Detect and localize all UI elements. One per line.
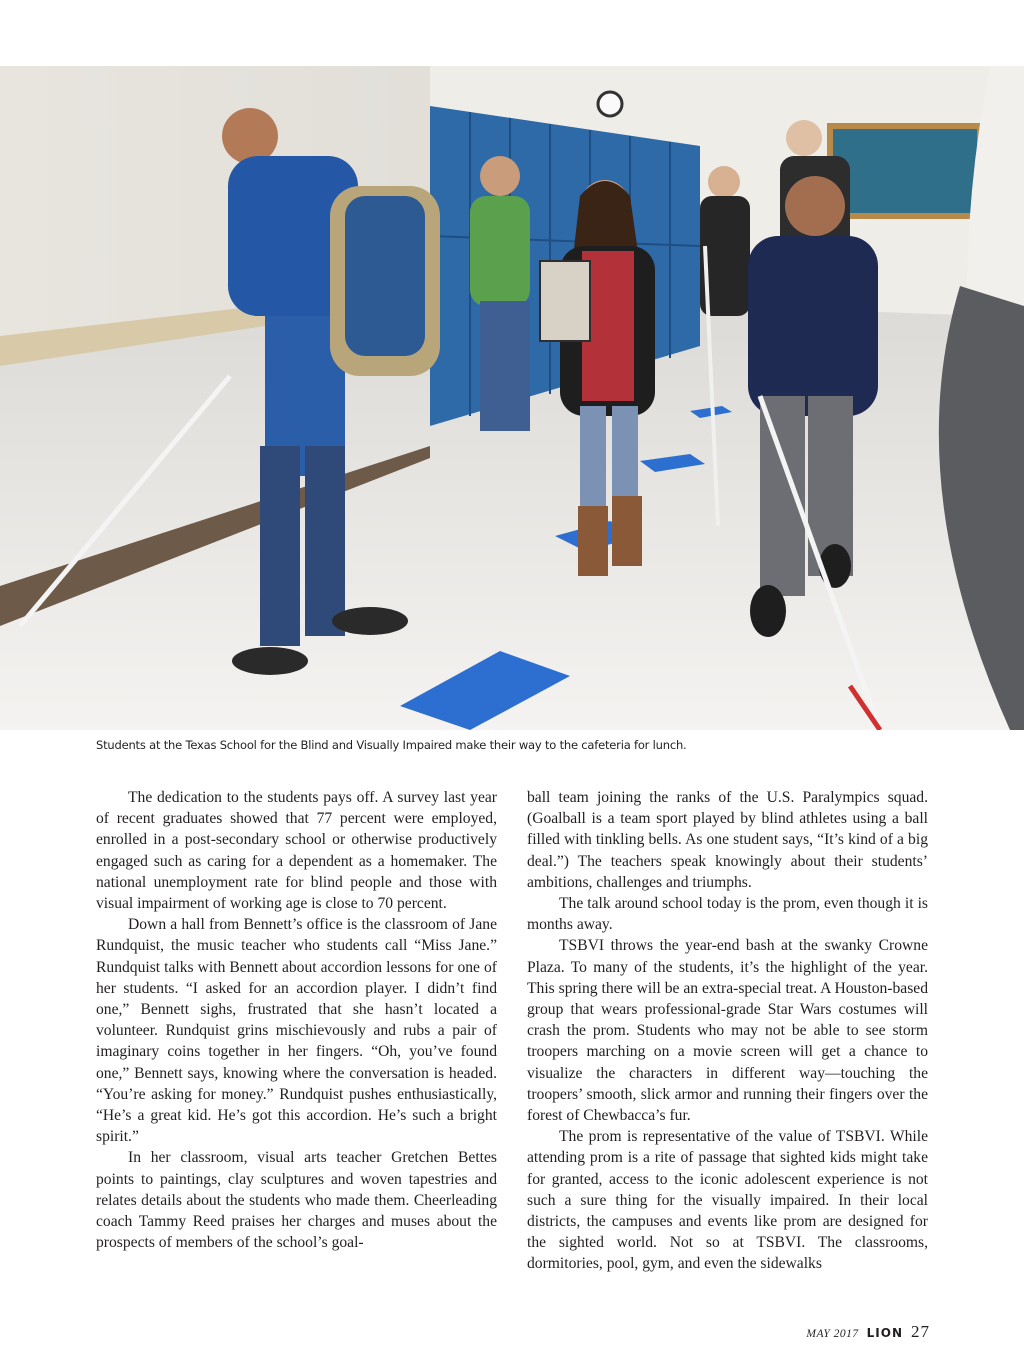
article-paragraph: In her classroom, visual arts teacher Gretchen Bettes points to paintings, clay sculptures and woven tapestries and relates details about the students who made them. Cheerleading coach Tammy Reed praises her charges and muses about the prospects of members of the school’s goal-: [96, 1149, 497, 1252]
article-column-left: [96, 787, 497, 1253]
student-backpack: [330, 186, 440, 376]
hallway-illustration: [0, 66, 1024, 730]
article-paragraph: TSBVI throws the year-end bash at the swanky Crowne Plaza. To many of the students, it’s the highlight of the year. This spring there will be an extra-special treat. A Houston-based group that wears professional-grade Star Wars costumes will crash the prom. Students who may not be able to see storm troopers marching on a movie screen will get a chance to visualize the characters in different way—touching the troopers’ smooth, slick armor and running their fingers over the forest of Chewbacca’s fur.: [527, 937, 928, 1125]
page-number: 27: [911, 1322, 930, 1341]
issue-date: MAY 2017: [806, 1328, 859, 1340]
article-paragraph: The prom is representative of the value of TSBVI. While attending prom is a rite of passage that sighted kids might take for granted, access to the iconic adolescent experience is not such a sure thing for the visually impaired. In their local districts, the campuses and events like prom are designed for the sighted world. Not so at TSBVI. The classrooms, dormitories, pool, gym, and even the sidewalks: [527, 1128, 928, 1273]
page-footer: [806, 1322, 930, 1346]
article-paragraph: The dedication to the students pays off. A survey last year of recent graduates showed that 77 percent were employed, enrolled in a post-secondary school or otherwise productively engaged such as caring for a dependent as a homemaker. The national unemployment rate for blind people and those with visual impairment of working age is close to 70 percent.: [96, 789, 497, 913]
article-paragraph: The talk around school today is the prom, even though it is months away.: [527, 895, 928, 934]
article-paragraph: Down a hall from Bennett’s office is the classroom of Jane Rundquist, the music teacher who students call “Miss Jane.” Rundquist talks with Bennett about accordion lessons for one of her students. “I asked for an accordion player. I didn’t find one,” Bennett sighs, frustrated that she hasn’t located a volunteer. Rundquist grins mischievously and rubs a pair of imaginary coins together in her fingers. “Oh, you’ve found one,” Bennett says, knowing where the conversation is headed. “You’re asking for money.” Rundquist pushes enthusiastically, “He’s a great kid. He’s got this accordion. He’s such a bright spirit.”: [96, 916, 497, 1146]
article-paragraph: ball team joining the ranks of the U.S. Paralympics squad. (Goalball is a team sport played by blind athletes using a ball filled with tinkling bells. As one student says, “It’s kind of a big deal.”) The teachers speak knowingly about their students’ ambitions, challenges and triumphs.: [527, 789, 928, 891]
magazine-name: LION: [866, 1326, 903, 1340]
photo-caption: Students at the Texas School for the Blind and Visually Impaired make their way to the cafeteria for lunch.: [96, 738, 687, 752]
article-column-right: [527, 787, 928, 1275]
hallway-photo: [0, 66, 1024, 730]
